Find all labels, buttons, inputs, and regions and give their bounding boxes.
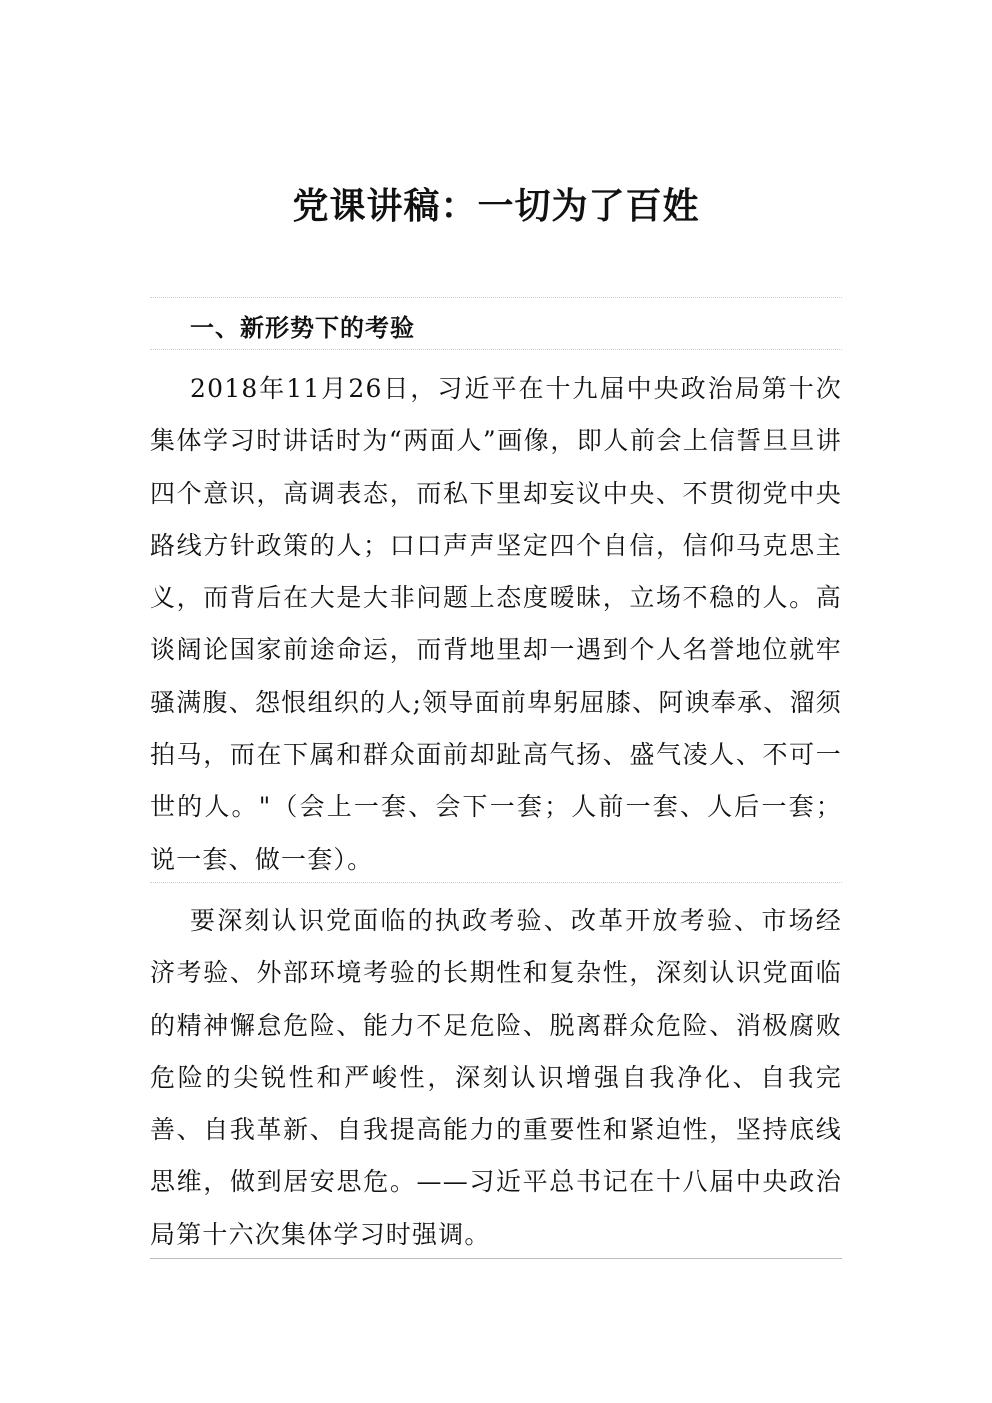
bottom-divider (150, 1258, 842, 1259)
section-top-divider (150, 297, 842, 298)
body-paragraph-2: 要深刻认识党面临的执政考验、改革开放考验、市场经济考验、外部环境考验的长期性和复杂性，深刻认识党面临的精神懈怠危险、能力不足危险、脱离群众危险、消极腐败危险的尖锐性和严峻性，深刻认识增强自我净化、自我完善、自我革新、自我提高能力的重要性和紧迫性，坚持底线思维，做到居安思危。——习近平总书记在十八届中央政治局第十六次集体学习时强调。 (150, 906, 842, 1249)
page-title: 党课讲稿：一切为了百姓 (292, 185, 700, 228)
section-bottom-divider (150, 349, 842, 350)
paragraph-divider (150, 882, 842, 883)
body-paragraph-1: 2018年11月26日，习近平在十九届中央政治局第十次集体学习时讲话时为“两面人”画像，即人前会上信誓旦旦讲四个意识，高调表态，而私下里却妄议中央、不贯彻党中央路线方针政策的人；口口声声坚定四个自信，信仰马克思主义，而背后在大是大非问题上态度暧昧，立场不稳的人。高谈阔论国家前途命运，而背地里却一遇到个人名誉地位就牢骚满腹、怨恨组织的人;领导面前卑躬屈膝、阿谀奉承、溜须拍马，而在下属和群众面前却趾高气扬、盛气凌人、不可一世的人。"（会上一套、会下一套；人前一套、人后一套；说一套、做一套）。 (150, 374, 842, 874)
section-heading: 一、新形势下的考验 (190, 313, 415, 342)
